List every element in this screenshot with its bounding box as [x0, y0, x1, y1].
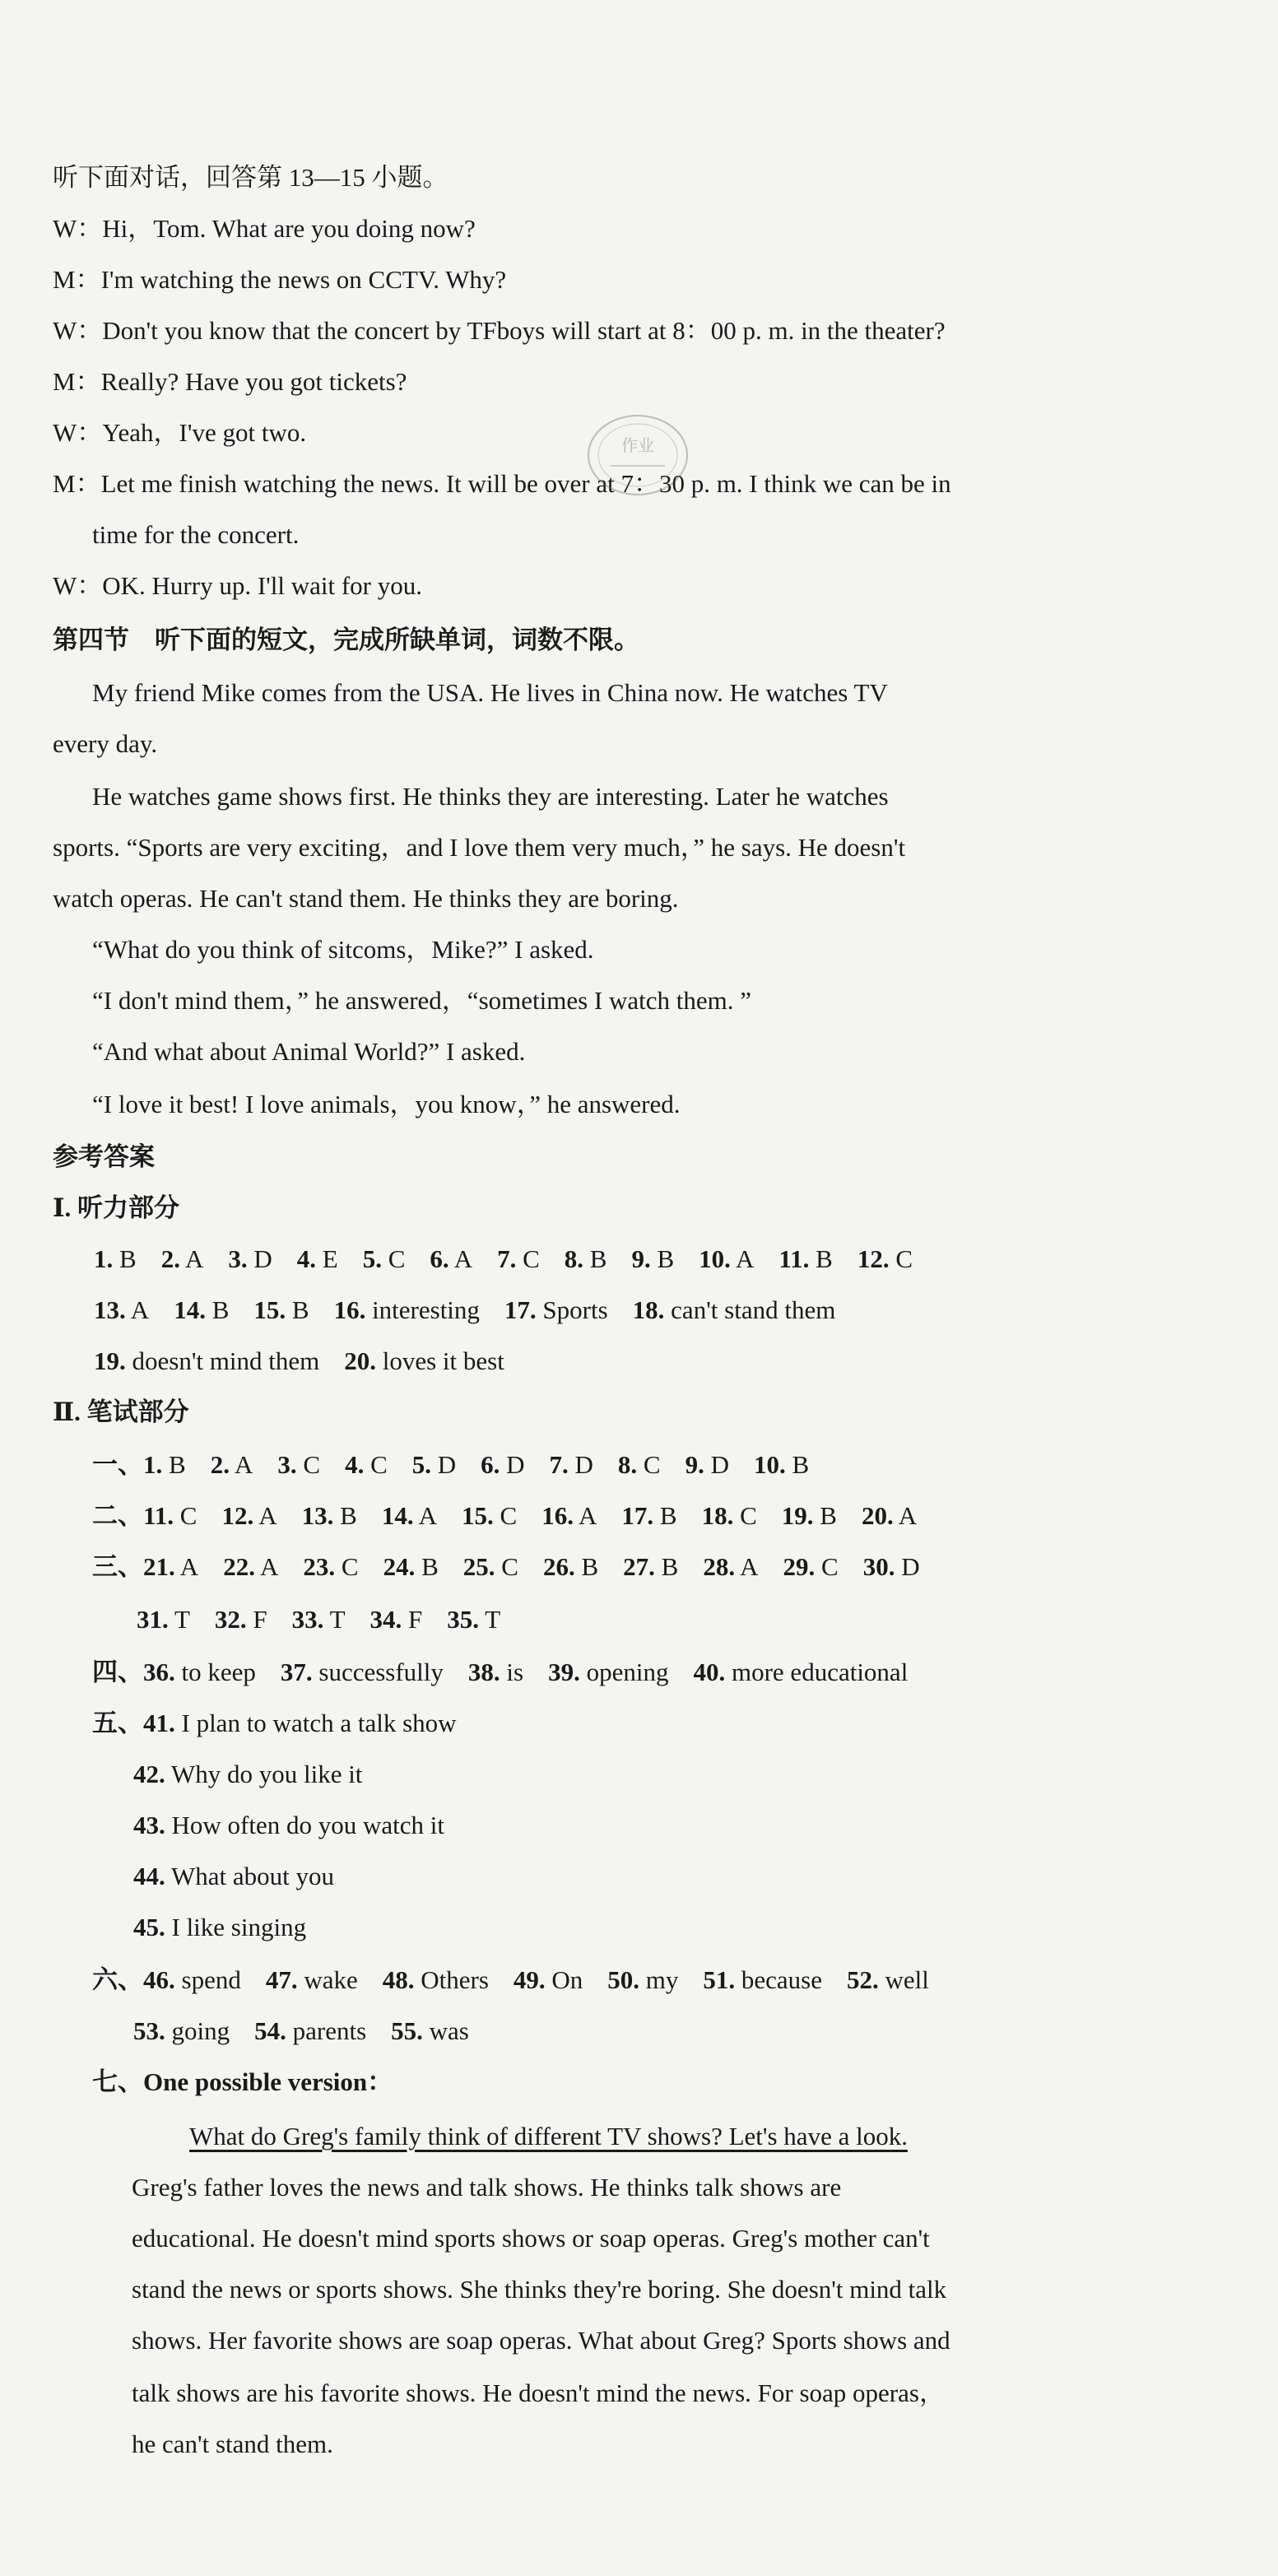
answer-number: 20. — [861, 1501, 894, 1530]
answer-value: D — [574, 1450, 593, 1479]
answer-value: A — [259, 1552, 279, 1581]
answer-value: D — [437, 1450, 457, 1479]
answer-number: 36. — [143, 1658, 175, 1686]
answer-number: 12. — [857, 1244, 890, 1273]
answer-number: 2. — [210, 1450, 230, 1479]
answer-number: 55. — [391, 2016, 423, 2045]
answer-number: 25. — [462, 1552, 495, 1581]
answer-value: C — [821, 1552, 839, 1581]
dialogue-line: M：Let me finish watching the news. It will be over at 7：30 p. m. I think we can be in — [53, 469, 951, 498]
answer-number: 9. — [685, 1450, 704, 1479]
answer-item — [344, 1345, 504, 1378]
answer-number: 8. — [564, 1244, 584, 1273]
section-label: 六、 — [92, 1965, 143, 1994]
answer-value: E — [322, 1244, 338, 1273]
answer-item — [412, 1448, 456, 1481]
essay-line: shows. Her favorite shows are soap operas. What about Greg? Sports shows and — [132, 2326, 950, 2355]
essay-line: he can't stand them. — [132, 2430, 333, 2458]
answer-value: A — [258, 1501, 277, 1530]
answer-value: C — [523, 1244, 540, 1273]
passage-line: “I don't mind them，” he answered，“sometimes I watch them. ” — [92, 986, 752, 1015]
answer-item — [281, 1656, 444, 1689]
answer-value: can't stand them — [671, 1295, 836, 1324]
answer-row — [94, 1294, 860, 1327]
answer-value: B — [211, 1295, 230, 1324]
answer-number: 53. — [133, 2016, 165, 2045]
answer-item — [211, 1448, 253, 1481]
answer-number: 30. — [862, 1552, 895, 1581]
answer-item — [565, 1243, 607, 1276]
answer-number: 50. — [607, 1965, 640, 1994]
answer-number: 12. — [221, 1501, 254, 1530]
answer-number: 32. — [214, 1605, 247, 1634]
answer-number: 35. — [447, 1605, 480, 1634]
answer-item — [292, 1603, 346, 1636]
answer-item — [228, 1243, 272, 1276]
answer-value: A — [579, 1501, 597, 1530]
answer-number: 15. — [462, 1501, 494, 1530]
answer-row — [133, 2015, 494, 2048]
answer-value: A — [418, 1501, 438, 1530]
essay-line: Greg's father loves the news and talk shows. He thinks talk shows are — [132, 2173, 842, 2202]
answer-row: 五、41. I plan to watch a talk show — [92, 1709, 457, 1737]
answer-value: B — [581, 1552, 599, 1581]
answer-item — [633, 1294, 836, 1327]
answer-item — [143, 1448, 186, 1481]
answer-number: 52. — [847, 1965, 879, 1994]
answer-value: On — [551, 1965, 583, 1994]
answer-number: 29. — [783, 1552, 816, 1581]
answer-value: B — [119, 1244, 137, 1273]
answer-number: 19. — [94, 1346, 126, 1375]
answer-item — [303, 1551, 358, 1583]
section-label: 二、 — [92, 1501, 143, 1530]
answer-item — [703, 1964, 822, 1997]
answer-row — [94, 1243, 937, 1276]
answer-item — [143, 1964, 241, 1997]
answer-item — [754, 1448, 809, 1481]
answer-value: parents — [292, 2016, 367, 2045]
answer-item — [462, 1500, 517, 1532]
section-label: 五、 — [92, 1709, 143, 1737]
writing-heading-text: One possible version： — [143, 2067, 393, 2096]
answer-item — [703, 1551, 758, 1583]
answer-number: 1. — [143, 1450, 163, 1479]
section4-title: 第四节 听下面的短文，完成所缺单词，词数不限。 — [53, 625, 639, 654]
answer-item — [297, 1243, 338, 1276]
answer-value: T — [485, 1605, 501, 1634]
dialogue-line: W：Hi，Tom. What are you doing now? — [53, 214, 476, 243]
answer-number: 4. — [296, 1244, 317, 1273]
answer-number: 14. — [174, 1295, 206, 1324]
section-label: 四、 — [92, 1658, 143, 1686]
answer-number: 4. — [345, 1450, 365, 1479]
answer-number: 24. — [383, 1552, 416, 1581]
passage-line: sports. “Sports are very exciting，and I love them very much，” he says. He doesn't — [53, 833, 906, 862]
answer-row — [92, 1964, 954, 1997]
answer-item — [94, 1243, 137, 1276]
answer-item — [497, 1243, 540, 1276]
answer-item — [345, 1448, 388, 1481]
answer-item — [254, 2015, 366, 2048]
answer-item — [370, 1603, 423, 1636]
answer-value: B — [657, 1244, 675, 1273]
answer-item — [607, 1964, 678, 1997]
passage-line: My friend Mike comes from the USA. He lives in China now. He watches TV — [92, 678, 888, 707]
answer-number: 46. — [143, 1965, 175, 1994]
answer-value: A — [179, 1552, 199, 1581]
answer-item — [468, 1656, 523, 1689]
answer-value: C — [895, 1244, 913, 1273]
answer-value: opening — [586, 1658, 669, 1686]
answer-number: 7. — [497, 1244, 517, 1273]
essay-title: What do Greg's family think of different TV shows? Let's have a look. — [189, 2122, 908, 2151]
answer-number: 6. — [430, 1244, 449, 1273]
answer-number: 31. — [137, 1605, 169, 1634]
answer-value: more educational — [731, 1658, 909, 1686]
answer-item — [550, 1448, 593, 1481]
answer-item — [631, 1243, 674, 1276]
answer-row — [92, 1656, 932, 1689]
answer-value: B — [340, 1501, 357, 1530]
answer-number: 33. — [291, 1605, 324, 1634]
answer-value: C — [303, 1450, 321, 1479]
answer-number: 3. — [228, 1244, 248, 1273]
answer-value: B — [792, 1450, 810, 1479]
answer-number: 22. — [223, 1552, 255, 1581]
answer-number: 19. — [781, 1501, 814, 1530]
dialogue-line: M：Really? Have you got tickets? — [53, 367, 407, 396]
answer-number: 23. — [303, 1552, 336, 1581]
dialogue-line: W：Yeah，I've got two. — [53, 418, 307, 447]
answer-value: C — [501, 1552, 518, 1581]
answer-number: 3. — [277, 1450, 297, 1479]
stamp-icon — [576, 402, 699, 509]
dialogue-line: time for the concert. — [92, 520, 300, 549]
answer-item — [447, 1603, 500, 1636]
dialogue-line: M：I'm watching the news on CCTV. Why? — [53, 265, 507, 294]
answer-item — [623, 1551, 678, 1583]
answer-row — [137, 1603, 525, 1636]
answer-value: C — [643, 1450, 661, 1479]
section-label: 一、 — [92, 1450, 143, 1479]
answer-number: 28. — [703, 1552, 736, 1581]
answer-number: 11. — [143, 1501, 174, 1530]
answer-number: 17. — [621, 1501, 654, 1530]
answer-item — [383, 1964, 489, 1997]
answer-number: 16. — [541, 1501, 574, 1530]
answer-value: C — [341, 1552, 359, 1581]
answer-value: loves it best — [382, 1346, 504, 1375]
answer-number: 21. — [143, 1552, 175, 1581]
answer-item — [685, 1448, 729, 1481]
answer-value: A — [735, 1244, 755, 1273]
answer-value: B — [820, 1501, 837, 1530]
answer-value: going — [171, 2016, 230, 2045]
answer-value: my — [645, 1965, 679, 1994]
answer-item — [143, 1551, 198, 1583]
answer-number: 49. — [513, 1965, 546, 1994]
answer-item — [504, 1294, 608, 1327]
answer-item — [133, 2015, 230, 2048]
answer-value: C — [388, 1244, 406, 1273]
answer-item — [778, 1243, 832, 1276]
answer-number: 18. — [701, 1501, 734, 1530]
answer-number: 10. — [754, 1450, 786, 1479]
answer-item — [548, 1656, 668, 1689]
answer-value: D — [253, 1244, 272, 1273]
answer-item — [618, 1448, 661, 1481]
answer-item — [94, 1345, 319, 1378]
answer-value: to keep — [181, 1658, 256, 1686]
answer-item — [481, 1448, 524, 1481]
answer-value: T — [174, 1605, 190, 1634]
answer-item — [223, 1551, 278, 1583]
answer-item — [161, 1243, 204, 1276]
answer-item — [621, 1500, 676, 1532]
answer-value: D — [506, 1450, 525, 1479]
answer-value: C — [370, 1450, 388, 1479]
listening-intro: 听下面对话，回答第 13—15 小题。 — [53, 163, 448, 192]
answer-number: 51. — [703, 1965, 736, 1994]
answer-item — [543, 1551, 598, 1583]
answer-value: spend — [181, 1965, 241, 1994]
answer-value: Sports — [542, 1295, 608, 1324]
answer-number: 34. — [369, 1605, 402, 1634]
answer-item — [266, 1964, 358, 1997]
passage-line: He watches game shows first. He thinks they are interesting. Later he watches — [92, 782, 889, 811]
passage-line: watch operas. He can't stand them. He thinks they are boring. — [53, 884, 679, 913]
answers-title: 参考答案 — [53, 1142, 155, 1171]
answer-value: B — [816, 1244, 833, 1273]
part2-title: Ⅱ. 笔试部分 — [53, 1397, 189, 1426]
answer-number: 39. — [548, 1658, 580, 1686]
answer-number: 37. — [280, 1658, 313, 1686]
answer-value: C — [500, 1501, 518, 1530]
answer-value: because — [741, 1965, 823, 1994]
answer-value: B — [421, 1552, 439, 1581]
answer-row: 43. How often do you watch it — [133, 1811, 444, 1839]
answer-item — [783, 1551, 839, 1583]
answer-number: 2. — [160, 1244, 180, 1273]
answer-value: A — [740, 1552, 759, 1581]
answer-value: B — [291, 1295, 309, 1324]
answer-item — [863, 1551, 920, 1583]
answer-number: 14. — [381, 1501, 414, 1530]
answer-value: F — [408, 1605, 423, 1634]
answer-value: A — [234, 1450, 253, 1479]
answer-value: C — [740, 1501, 757, 1530]
answer-row — [92, 1448, 834, 1481]
answer-row — [94, 1345, 529, 1378]
answer-item — [862, 1500, 917, 1532]
answer-item — [857, 1243, 913, 1276]
answer-item — [215, 1603, 267, 1636]
answer-number: 27. — [623, 1552, 655, 1581]
answer-number: 47. — [265, 1965, 298, 1994]
answer-value: D — [710, 1450, 729, 1479]
answer-item — [94, 1294, 149, 1327]
answer-item — [143, 1656, 256, 1689]
answer-row — [92, 1500, 941, 1532]
answer-item — [463, 1551, 518, 1583]
answer-item — [514, 1964, 583, 1997]
answer-value: B — [661, 1552, 679, 1581]
answer-number: 11. — [778, 1244, 810, 1273]
answer-item — [174, 1294, 229, 1327]
essay-line: talk shows are his favorite shows. He doesn't mind the news. For soap operas， — [132, 2378, 945, 2407]
passage-line: “What do you think of sitcoms，Mike?” I asked. — [92, 935, 594, 964]
answer-number: 18. — [632, 1295, 665, 1324]
answer-item — [430, 1243, 472, 1276]
answer-value: successfully — [318, 1658, 444, 1686]
answer-value: Others — [421, 1965, 489, 1994]
answer-value: B — [169, 1450, 186, 1479]
answer-item — [383, 1551, 439, 1583]
answer-item — [382, 1500, 437, 1532]
answer-item — [302, 1500, 357, 1532]
answer-number: 17. — [504, 1295, 537, 1324]
answer-number: 7. — [549, 1450, 569, 1479]
writing-heading: 七、One possible version： — [92, 2067, 393, 2096]
answer-number: 6. — [481, 1450, 500, 1479]
answer-item — [782, 1500, 837, 1532]
answer-number: 38. — [467, 1658, 500, 1686]
answer-item — [221, 1500, 277, 1532]
answer-number: 54. — [254, 2016, 286, 2045]
answer-row — [92, 1551, 945, 1583]
answer-item — [334, 1294, 480, 1327]
answer-item — [702, 1500, 757, 1532]
answer-number: 26. — [542, 1552, 575, 1581]
answer-value: T — [329, 1605, 346, 1634]
answer-item — [277, 1448, 320, 1481]
answer-value: A — [184, 1244, 204, 1273]
answer-value: A — [130, 1295, 150, 1324]
part1-title: Ⅰ. 听力部分 — [53, 1193, 180, 1222]
answer-number: 5. — [362, 1244, 382, 1273]
passage-line: “And what about Animal World?” I asked. — [92, 1037, 526, 1066]
answer-row: 42. Why do you like it — [133, 1760, 363, 1788]
answer-number: 5. — [411, 1450, 431, 1479]
answer-item — [363, 1243, 406, 1276]
answer-value: doesn't mind them — [132, 1346, 320, 1375]
answer-item — [143, 1500, 197, 1532]
dialogue-line: W：Don't you know that the concert by TFboys will start at 8：00 p. m. in the theater? — [53, 316, 946, 345]
answer-item — [847, 1964, 929, 1997]
answer-number: 13. — [301, 1501, 334, 1530]
dialogue-line: W：OK. Hurry up. I'll wait for you. — [53, 571, 422, 600]
answer-number: 15. — [253, 1295, 286, 1324]
answer-item — [391, 2015, 469, 2048]
answer-item — [693, 1656, 908, 1689]
answer-number: 1. — [94, 1244, 114, 1273]
passage-line: every day. — [53, 729, 158, 758]
answer-value: D — [901, 1552, 920, 1581]
answer-value: well — [885, 1965, 929, 1994]
answer-number: 48. — [382, 1965, 415, 1994]
answer-value: C — [179, 1501, 198, 1530]
answer-row: 44. What about you — [133, 1862, 334, 1890]
answer-value: wake — [304, 1965, 358, 1994]
answer-value: was — [429, 2016, 469, 2045]
answer-number: 9. — [631, 1244, 651, 1273]
answer-item — [541, 1500, 597, 1532]
section-label: 三、 — [92, 1552, 143, 1581]
stamp-text: 作业 — [621, 435, 654, 455]
answer-number: 40. — [693, 1658, 726, 1686]
answer-value: A — [453, 1244, 473, 1273]
answer-value: A — [898, 1501, 918, 1530]
answer-item — [137, 1603, 190, 1636]
passage-line: “I love it best! I love animals，you know，” he answered. — [92, 1090, 681, 1118]
answer-number: 10. — [699, 1244, 731, 1273]
answer-number: 16. — [333, 1295, 366, 1324]
answer-item — [699, 1243, 754, 1276]
answer-item — [253, 1294, 309, 1327]
answer-value: interesting — [372, 1295, 480, 1324]
answer-number: 20. — [344, 1346, 376, 1375]
answer-number: 13. — [94, 1295, 126, 1324]
answer-number: 8. — [617, 1450, 638, 1479]
answer-row: 45. I like singing — [133, 1913, 307, 1941]
answer-value: F — [253, 1605, 267, 1634]
answer-value: B — [659, 1501, 677, 1530]
answer-value: B — [589, 1244, 607, 1273]
essay-line: educational. He doesn't mind sports shows or soap operas. Greg's mother can't — [132, 2224, 930, 2253]
essay-line: stand the news or sports shows. She thinks they're boring. She doesn't mind talk — [132, 2275, 947, 2304]
answer-value: is — [506, 1658, 524, 1686]
